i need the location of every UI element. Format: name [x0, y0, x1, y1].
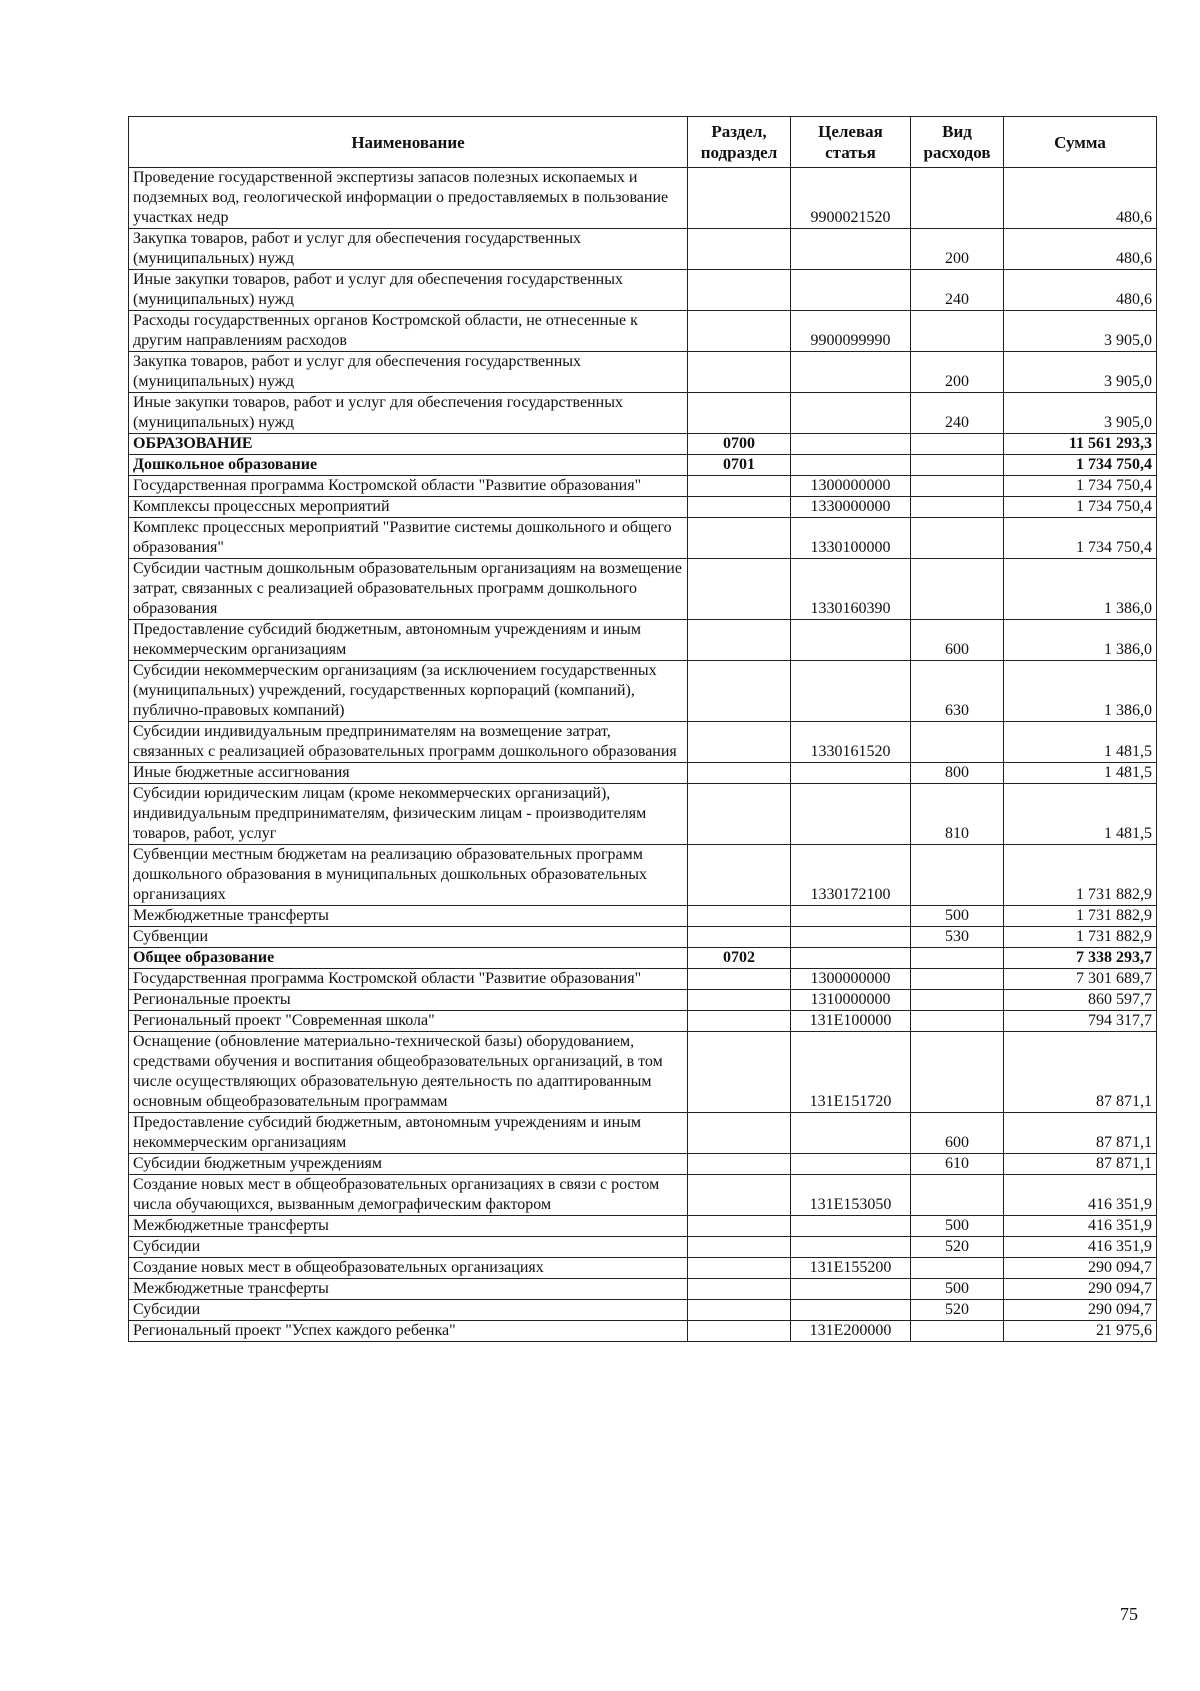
cell-name: Комплекс процессных мероприятий "Развитие системы дошкольного и общего образования" — [129, 518, 688, 559]
cell-name: Субсидии бюджетным учреждениям — [129, 1154, 688, 1175]
cell-expense-type: 630 — [911, 661, 1004, 722]
cell-section: 0700 — [688, 434, 791, 455]
cell-expense-type: 200 — [911, 229, 1004, 270]
cell-name: Проведение государственной экспертизы запасов полезных ископаемых и подземных вод, геологической информации о предоставляемых в пользование участках недр — [129, 168, 688, 229]
cell-sum: 3 905,0 — [1004, 393, 1157, 434]
cell-name: Межбюджетные трансферты — [129, 906, 688, 927]
cell-name: Субсидии юридическим лицам (кроме некоммерческих организаций), индивидуальным предпринимателям, физическим лицам - производителям товаров, работ, услуг — [129, 784, 688, 845]
cell-expense-type — [911, 722, 1004, 763]
cell-expense-type — [911, 311, 1004, 352]
cell-article — [791, 948, 911, 969]
cell-sum: 1 386,0 — [1004, 661, 1157, 722]
cell-name: Государственная программа Костромской области "Развитие образования" — [129, 969, 688, 990]
header-section: Раздел, подраздел — [688, 117, 791, 168]
cell-section — [688, 497, 791, 518]
cell-section — [688, 620, 791, 661]
cell-sum: 3 905,0 — [1004, 352, 1157, 393]
cell-article — [791, 434, 911, 455]
cell-expense-type: 520 — [911, 1237, 1004, 1258]
cell-sum: 87 871,1 — [1004, 1154, 1157, 1175]
table-row — [129, 1154, 1157, 1175]
cell-name: Субвенции местным бюджетам на реализацию образовательных программ дошкольного образования в муниципальных дошкольных образовательных организациях — [129, 845, 688, 906]
cell-sum: 480,6 — [1004, 270, 1157, 311]
cell-name: Оснащение (обновление материально-технической базы) оборудованием, средствами обучения и воспитания общеобразовательных организаций, в том числе осуществляющих образовательную деятельность по адаптированным основным общеобразовательным программам — [129, 1032, 688, 1113]
cell-sum: 7 301 689,7 — [1004, 969, 1157, 990]
cell-name: Иные бюджетные ассигнования — [129, 763, 688, 784]
table-row — [129, 434, 1157, 455]
cell-article — [791, 1279, 911, 1300]
cell-article — [791, 906, 911, 927]
cell-article: 131Е200000 — [791, 1321, 911, 1342]
cell-sum: 1 481,5 — [1004, 784, 1157, 845]
cell-article: 131Е153050 — [791, 1175, 911, 1216]
cell-expense-type — [911, 1321, 1004, 1342]
cell-sum: 416 351,9 — [1004, 1216, 1157, 1237]
table-row — [129, 497, 1157, 518]
cell-expense-type: 600 — [911, 1113, 1004, 1154]
cell-section — [688, 518, 791, 559]
cell-article: 9900099990 — [791, 311, 911, 352]
cell-sum: 794 317,7 — [1004, 1011, 1157, 1032]
cell-article — [791, 1216, 911, 1237]
cell-article: 1300000000 — [791, 969, 911, 990]
cell-expense-type — [911, 1011, 1004, 1032]
cell-name: Закупка товаров, работ и услуг для обеспечения государственных (муниципальных) нужд — [129, 352, 688, 393]
cell-expense-type: 520 — [911, 1300, 1004, 1321]
table-row — [129, 518, 1157, 559]
table-row — [129, 1321, 1157, 1342]
cell-section — [688, 311, 791, 352]
cell-article: 131Е155200 — [791, 1258, 911, 1279]
table-row — [129, 1113, 1157, 1154]
cell-expense-type — [911, 1258, 1004, 1279]
cell-article: 1330000000 — [791, 497, 911, 518]
table-row — [129, 990, 1157, 1011]
table-row — [129, 1216, 1157, 1237]
cell-expense-type — [911, 518, 1004, 559]
cell-section — [688, 1032, 791, 1113]
cell-sum: 480,6 — [1004, 168, 1157, 229]
cell-expense-type — [911, 969, 1004, 990]
table-row — [129, 948, 1157, 969]
cell-section — [688, 352, 791, 393]
cell-section: 0701 — [688, 455, 791, 476]
cell-article — [791, 1113, 911, 1154]
cell-name: Расходы государственных органов Костромской области, не отнесенные к другим направлениям расходов — [129, 311, 688, 352]
cell-name: Общее образование — [129, 948, 688, 969]
cell-sum: 290 094,7 — [1004, 1300, 1157, 1321]
cell-name: Субсидии индивидуальным предпринимателям на возмещение затрат, связанных с реализацией образовательных программ дошкольного образования — [129, 722, 688, 763]
table-row — [129, 1258, 1157, 1279]
cell-article — [791, 763, 911, 784]
cell-expense-type — [911, 455, 1004, 476]
cell-sum: 87 871,1 — [1004, 1113, 1157, 1154]
table-row — [129, 906, 1157, 927]
cell-section — [688, 1154, 791, 1175]
cell-section — [688, 1279, 791, 1300]
cell-expense-type: 800 — [911, 763, 1004, 784]
table-row — [129, 722, 1157, 763]
table-row — [129, 620, 1157, 661]
cell-section — [688, 661, 791, 722]
cell-article — [791, 927, 911, 948]
cell-article: 1330161520 — [791, 722, 911, 763]
cell-section — [688, 559, 791, 620]
cell-expense-type — [911, 845, 1004, 906]
cell-expense-type: 610 — [911, 1154, 1004, 1175]
table-row — [129, 270, 1157, 311]
cell-article — [791, 352, 911, 393]
cell-expense-type: 200 — [911, 352, 1004, 393]
cell-sum: 480,6 — [1004, 229, 1157, 270]
cell-section — [688, 1237, 791, 1258]
table-row — [129, 559, 1157, 620]
cell-name: Создание новых мест в общеобразовательных организациях в связи с ростом числа обучающихся, вызванным демографическим фактором — [129, 1175, 688, 1216]
cell-expense-type: 500 — [911, 1279, 1004, 1300]
cell-expense-type: 810 — [911, 784, 1004, 845]
cell-sum: 1 481,5 — [1004, 763, 1157, 784]
cell-expense-type — [911, 948, 1004, 969]
table-row — [129, 845, 1157, 906]
cell-name: Субсидии некоммерческим организациям (за исключением государственных (муниципальных) учреждений, государственных корпораций (компаний), публично-правовых компаний) — [129, 661, 688, 722]
cell-sum: 1 386,0 — [1004, 620, 1157, 661]
cell-expense-type — [911, 559, 1004, 620]
cell-name: Иные закупки товаров, работ и услуг для обеспечения государственных (муниципальных) нужд — [129, 270, 688, 311]
cell-sum: 1 734 750,4 — [1004, 497, 1157, 518]
cell-sum: 290 094,7 — [1004, 1279, 1157, 1300]
cell-section: 0702 — [688, 948, 791, 969]
cell-article: 131Е100000 — [791, 1011, 911, 1032]
cell-name: Межбюджетные трансферты — [129, 1279, 688, 1300]
cell-name: Субвенции — [129, 927, 688, 948]
cell-sum: 3 905,0 — [1004, 311, 1157, 352]
cell-sum: 1 734 750,4 — [1004, 476, 1157, 497]
cell-expense-type — [911, 990, 1004, 1011]
cell-section — [688, 476, 791, 497]
cell-article — [791, 270, 911, 311]
table-row — [129, 1279, 1157, 1300]
table-row — [129, 168, 1157, 229]
cell-expense-type: 600 — [911, 620, 1004, 661]
cell-sum: 1 481,5 — [1004, 722, 1157, 763]
cell-name: Закупка товаров, работ и услуг для обеспечения государственных (муниципальных) нужд — [129, 229, 688, 270]
header-expense-type: Вид расходов — [911, 117, 1004, 168]
header-article: Целевая статья — [791, 117, 911, 168]
header-sum: Сумма — [1004, 117, 1157, 168]
cell-section — [688, 722, 791, 763]
cell-name: Межбюджетные трансферты — [129, 1216, 688, 1237]
budget-table — [128, 116, 1157, 1342]
cell-name: Предоставление субсидий бюджетным, автономным учреждениям и иным некоммерческим организациям — [129, 1113, 688, 1154]
cell-name: ОБРАЗОВАНИЕ — [129, 434, 688, 455]
cell-section — [688, 969, 791, 990]
table-row — [129, 311, 1157, 352]
cell-expense-type: 500 — [911, 1216, 1004, 1237]
cell-name: Региональный проект "Современная школа" — [129, 1011, 688, 1032]
cell-sum: 416 351,9 — [1004, 1175, 1157, 1216]
cell-article: 1330160390 — [791, 559, 911, 620]
cell-name: Комплексы процессных мероприятий — [129, 497, 688, 518]
table-row — [129, 763, 1157, 784]
cell-section — [688, 1216, 791, 1237]
cell-name: Субсидии — [129, 1300, 688, 1321]
cell-article: 9900021520 — [791, 168, 911, 229]
table-row — [129, 476, 1157, 497]
cell-section — [688, 168, 791, 229]
cell-section — [688, 1011, 791, 1032]
cell-sum: 1 731 882,9 — [1004, 906, 1157, 927]
cell-sum: 87 871,1 — [1004, 1032, 1157, 1113]
cell-expense-type: 240 — [911, 393, 1004, 434]
cell-sum: 11 561 293,3 — [1004, 434, 1157, 455]
cell-section — [688, 393, 791, 434]
cell-sum: 1 731 882,9 — [1004, 845, 1157, 906]
cell-expense-type — [911, 476, 1004, 497]
cell-article: 1300000000 — [791, 476, 911, 497]
cell-article — [791, 1300, 911, 1321]
table-row — [129, 393, 1157, 434]
cell-article — [791, 784, 911, 845]
cell-section — [688, 906, 791, 927]
page-number: 75 — [1120, 1604, 1138, 1624]
table-row — [129, 969, 1157, 990]
cell-section — [688, 927, 791, 948]
cell-expense-type: 530 — [911, 927, 1004, 948]
cell-expense-type: 500 — [911, 906, 1004, 927]
cell-expense-type — [911, 168, 1004, 229]
table-row — [129, 1032, 1157, 1113]
cell-article — [791, 393, 911, 434]
cell-section — [688, 1258, 791, 1279]
table-row — [129, 1175, 1157, 1216]
cell-section — [688, 763, 791, 784]
table-row — [129, 661, 1157, 722]
cell-name: Субсидии — [129, 1237, 688, 1258]
cell-section — [688, 229, 791, 270]
cell-article — [791, 229, 911, 270]
table-row — [129, 1011, 1157, 1032]
cell-section — [688, 784, 791, 845]
cell-article — [791, 1154, 911, 1175]
cell-article: 131Е151720 — [791, 1032, 911, 1113]
table-row — [129, 455, 1157, 476]
cell-sum: 1 731 882,9 — [1004, 927, 1157, 948]
cell-sum: 860 597,7 — [1004, 990, 1157, 1011]
cell-article — [791, 1237, 911, 1258]
cell-article — [791, 620, 911, 661]
header-name: Наименование — [129, 117, 688, 168]
cell-expense-type — [911, 434, 1004, 455]
table-body — [129, 168, 1157, 1342]
table-row — [129, 927, 1157, 948]
cell-sum: 1 734 750,4 — [1004, 518, 1157, 559]
table-row — [129, 1300, 1157, 1321]
cell-section — [688, 1175, 791, 1216]
table-row — [129, 352, 1157, 393]
table-row — [129, 784, 1157, 845]
cell-sum: 290 094,7 — [1004, 1258, 1157, 1279]
cell-article: 1330100000 — [791, 518, 911, 559]
cell-name: Субсидии частным дошкольным образовательным организациям на возмещение затрат, связанных с реализацией образовательных программ дошкольного образования — [129, 559, 688, 620]
cell-name: Государственная программа Костромской области "Развитие образования" — [129, 476, 688, 497]
cell-section — [688, 1113, 791, 1154]
cell-sum: 1 386,0 — [1004, 559, 1157, 620]
cell-sum: 7 338 293,7 — [1004, 948, 1157, 969]
cell-sum: 21 975,6 — [1004, 1321, 1157, 1342]
cell-expense-type — [911, 1032, 1004, 1113]
cell-expense-type: 240 — [911, 270, 1004, 311]
cell-article — [791, 455, 911, 476]
cell-article: 1310000000 — [791, 990, 911, 1011]
table-header-row — [129, 117, 1157, 168]
cell-sum: 1 734 750,4 — [1004, 455, 1157, 476]
cell-section — [688, 1321, 791, 1342]
cell-section — [688, 1300, 791, 1321]
cell-name: Предоставление субсидий бюджетным, автономным учреждениям и иным некоммерческим организациям — [129, 620, 688, 661]
cell-section — [688, 270, 791, 311]
cell-sum: 416 351,9 — [1004, 1237, 1157, 1258]
cell-name: Региональный проект "Успех каждого ребенка" — [129, 1321, 688, 1342]
table-row — [129, 229, 1157, 270]
cell-expense-type — [911, 1175, 1004, 1216]
cell-article: 1330172100 — [791, 845, 911, 906]
cell-name: Создание новых мест в общеобразовательных организациях — [129, 1258, 688, 1279]
cell-name: Региональные проекты — [129, 990, 688, 1011]
cell-expense-type — [911, 497, 1004, 518]
table-row — [129, 1237, 1157, 1258]
cell-section — [688, 845, 791, 906]
cell-article — [791, 661, 911, 722]
cell-name: Дошкольное образование — [129, 455, 688, 476]
cell-section — [688, 990, 791, 1011]
cell-name: Иные закупки товаров, работ и услуг для обеспечения государственных (муниципальных) нужд — [129, 393, 688, 434]
